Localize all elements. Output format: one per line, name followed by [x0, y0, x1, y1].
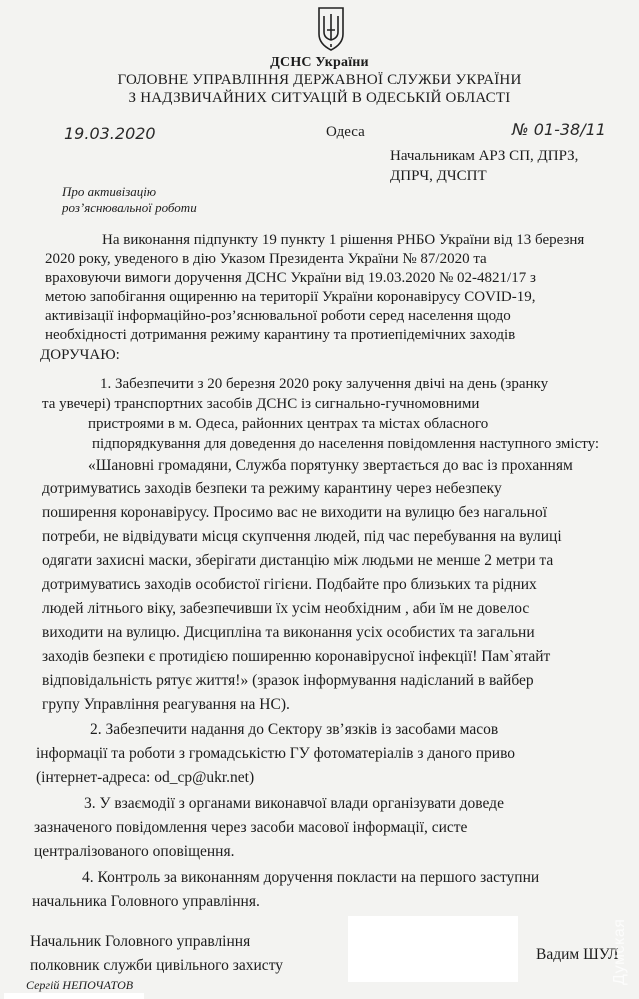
redacted-contact — [4, 993, 144, 999]
signatory-title-line-1: Начальник Головного управління — [30, 933, 251, 950]
item-1-line: підпорядкування для доведення до населення повідомлення наступного змісту: — [92, 436, 600, 452]
item-2-line: інформації та роботи з громадськістю ГУ фотоматеріалів з даного приво — [36, 745, 516, 762]
subject-line-1: Про активізацію — [62, 184, 157, 199]
item-3-line: централізованого оповіщення. — [34, 843, 235, 860]
coat-of-arms-icon — [316, 4, 346, 52]
intro-line: метою запобігання ощиренню на території України коронавірусу COVID-19, — [45, 289, 536, 305]
quote-line: дотримуватись заходів безпеки та режиму карантину через небезпеку — [42, 480, 502, 497]
item-2-line: (інтернет-адреса: od_cp@ukr.net) — [36, 769, 255, 786]
item-1-line: пристроями в м. Одеса, районних центрах та містах обласного — [88, 416, 489, 432]
org-short-name: ДСНС України — [270, 55, 369, 70]
document-city: Одеса — [326, 124, 365, 140]
quote-line: поширення коронавірусу. Просимо вас не виходити на вулицю без нагальної — [42, 504, 548, 521]
item-3-line: 3. У взаємодії з органами виконавчої влади організувати доведе — [84, 795, 504, 812]
subject-line-2: роз’яснювальної роботи — [62, 200, 197, 215]
quote-line: дотримуватись заходів особистої гігієни. Подбайте про близьких та рідних — [42, 576, 537, 593]
addressee-line-1: Начальникам АРЗ СП, ДПРЗ, — [390, 148, 579, 164]
signatory-name: Вадим ШУЛ — [536, 946, 619, 963]
item-3-line: зазначеного повідомлення через засоби масової інформації, систе — [34, 819, 468, 836]
quote-line: виходити на вулицю. Дисципліна та виконання усіх особистих та загальни — [42, 624, 535, 641]
quote-line: потреби, не відвідувати місця скупчення людей, під час перебування на вулиці — [42, 528, 562, 545]
directive-word: ДОРУЧАЮ: — [40, 347, 120, 363]
quote-line: відповідальність рятує життя!» (зразок інформування надісланий в вайбер — [42, 672, 534, 689]
addressee-line-2: ДПРЧ, ДЧСПТ — [390, 168, 487, 184]
item-4-line: 4. Контроль за виконанням доручення покласти на першого заступни — [82, 869, 540, 886]
org-name-line-1: ГОЛОВНЕ УПРАВЛІННЯ ДЕРЖАВНОЇ СЛУЖБИ УКРАЇНИ — [117, 72, 522, 88]
item-1-line: 1. Забезпечити з 20 березня 2020 року залучення двічі на день (зранку — [100, 376, 549, 392]
org-name-line-2: З НАДЗВИЧАЙНИХ СИТУАЦІЙ В ОДЕСЬКІЙ ОБЛАСТІ — [128, 90, 511, 106]
item-4-line: начальника Головного управління. — [32, 893, 260, 910]
quote-line: заходів безпеки є протидією поширенню коронавірусної інфекції! Пам`ятайт — [42, 648, 551, 665]
intro-line: необхідності дотримання режиму карантину та протиепідемічних заходів — [45, 327, 516, 343]
document-date: 19.03.2020 — [64, 124, 156, 143]
intro-line: 2020 року, уведеного в дію Указом Президента України № 87/2020 та — [45, 251, 487, 267]
item-2-line: 2. Забезпечити надання до Сектору зв’язків із засобами масов — [90, 721, 499, 738]
quote-line: людей літнього віку, забезпечивши їх усім необхідним , аби їм не довелос — [42, 600, 530, 617]
quote-line: одягати захисні маски, зберігати дистанцію між людьми не менше 2 метри та — [42, 552, 554, 569]
watermark-text: Думская — [611, 918, 628, 985]
document-number: № 01-38/11 — [512, 120, 606, 139]
executor-name: Сергій НЕПОЧАТОВ — [26, 978, 134, 992]
redacted-signature — [348, 916, 518, 982]
item-1-line: та увечері) транспортних засобів ДСНС із сигнально-гучномовними — [42, 396, 480, 412]
intro-line: На виконання підпункту 19 пункту 1 рішення РНБО України від 13 березня — [102, 232, 585, 248]
quote-line: «Шановні громадяни, Служба порятунку звертається до вас із проханням — [88, 457, 573, 474]
intro-line: активізації інформаційно-роз’яснювальної роботи серед населення щодо — [45, 308, 511, 324]
intro-line: враховуючи вимоги доручення ДСНС України від 19.03.2020 № 02-4821/17 з — [45, 270, 536, 286]
quote-line: групу Управління реагування на НС). — [42, 696, 290, 713]
signatory-title-line-2: полковник служби цивільного захисту — [30, 957, 284, 974]
